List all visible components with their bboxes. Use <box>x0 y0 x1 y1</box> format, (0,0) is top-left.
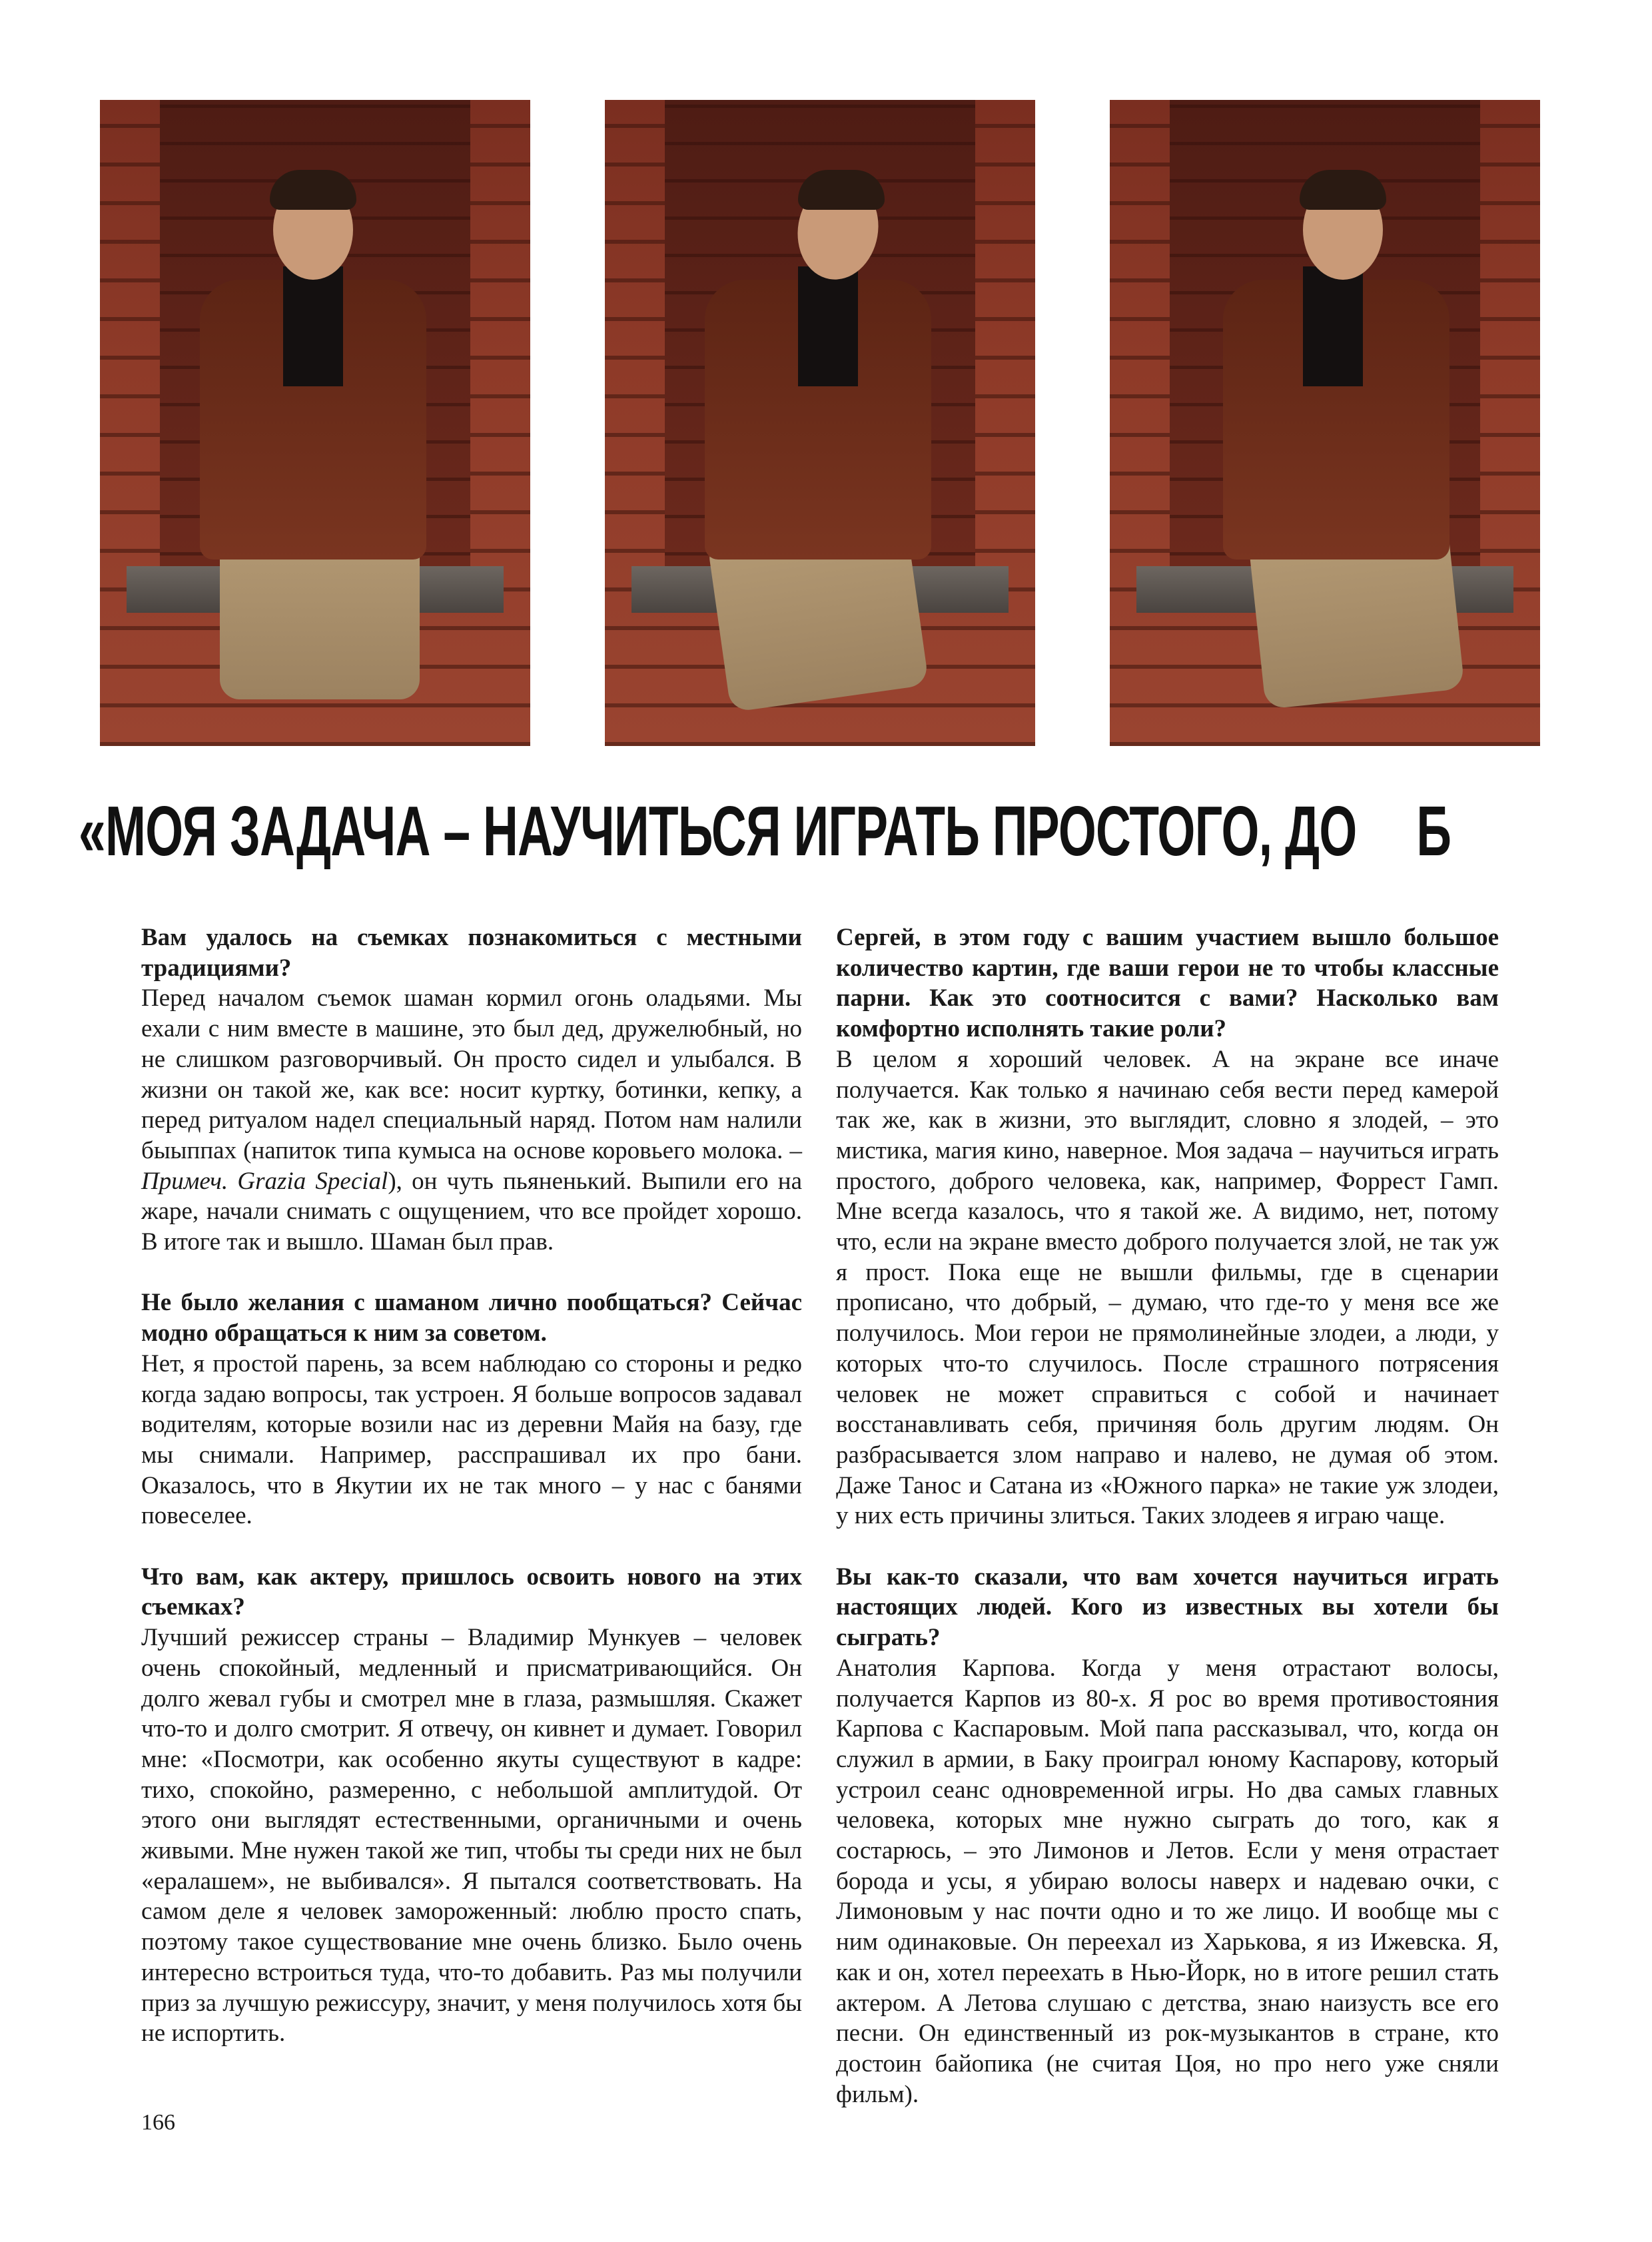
question: Не было желания с шаманом лично пообщаться? Сейчас модно обращаться к ним за советом. <box>141 1289 802 1347</box>
qa-block <box>141 1288 802 1531</box>
right-column <box>836 923 1499 2140</box>
question: Сергей, в этом году с вашим участием вышло большое количество картин, где ваши герои не то чтобы классные парни. Как это соотносится с вами? Насколько вам комфортно исполнять такие роли? <box>836 924 1499 1043</box>
page-number: 166 <box>141 2110 175 2135</box>
headline-continuation: Б <box>1416 792 1451 871</box>
answer: Лучший режиссер страны – Владимир Мункуев – человек очень спокойный, медленный и присматривающийся. Он долго жевал губы и смотрел мне в глаза, размышляя. Скажет что-то и долго смотрит. Я отвечу, он кивнет и думает. Говорил мне: «Посмотри, как особенно якуты существуют в кадре: тихо, спокойно, размеренно, с небольшой амплитудой. От этого они выглядят естественными, органичными и очень живыми. Мне нужен такой же тип, чтобы ты среди них не был «ералашем», не выбивался». Я пытался соответствовать. На самом деле я человек замороженный: люблю просто спать, поэтому такое существование мне очень близко. Было очень интересно встроиться туда, что-то добавить. Раз мы получили приз за лучшую режиссуру, значит, у меня получилось хотя бы не испортить. <box>141 1624 802 2048</box>
qa-block <box>141 923 802 1258</box>
photo-portrait-looking-aside <box>1110 100 1540 746</box>
photo-portrait-smiling <box>100 100 530 746</box>
question: Что вам, как актеру, пришлось освоить нового на этих съемках? <box>141 1563 802 1621</box>
qa-block <box>836 923 1499 1531</box>
answer: В целом я хороший человек. А на экране все иначе получается. Как только я начинаю себя вести перед камерой так же, как в жизни, это выглядит, словно я злодей, – это мистика, магия кино, наверное. Моя задача – научиться играть простого, доброго человека, как, например, Форрест Гамп. Мне всегда казалось, что я такой же. А видимо, нет, потому что, если на экране вместо доброго получается злой, не так уж я прост. Пока еще не вышли фильмы, где в сценарии прописано, что добрый, – думаю, что где-то у меня все же получилось. Мои герои не прямолинейные злодеи, а люди, у которых что-то случилось. После страшного потрясения человек не может справиться с собой и начинает восстанавливать себя, причиняя боль другим людям. Он разбрасывается злом направо и налево, не думая об этом. Даже Танос и Сатана из «Южного парка» не такие уж злодеи, у них есть причины злиться. Таких злодеев я играю чаще. <box>836 1045 1499 1530</box>
headline-text: «МОЯ ЗАДАЧА – НАУЧИТЬСЯ ИГРАТЬ ПРОСТОГО, ДО <box>79 792 1357 871</box>
answer: Перед началом съемок шаман кормил огонь оладьями. Мы ехали с ним вместе в машине, это был дед, дружелюбный, но не слишком разговорчивый. Он просто сидел и улыбался. В жизни он такой же, как все: носит куртку, ботинки, кепку, а перед ритуалом надел специальный наряд. Потом нам налили быыппах (напиток типа кумыса на основе коровьего молока. – <box>141 984 802 1164</box>
qa-block <box>836 1562 1499 2110</box>
question: Вы как-то сказали, что вам хочется научиться играть настоящих людей. Кого из известных вы хотели бы сыграть? <box>836 1563 1499 1652</box>
answer-cont: ), он чуть пьяненький. Выпили его на жаре, начали снимать с ощущением, что все пройдет хорошо. В итоге так и вышло. Шаман был прав. <box>141 1167 802 1256</box>
answer: Нет, я простой парень, за всем наблюдаю со стороны и редко когда задаю вопросы, так устроен. Я больше вопросов задавал водителям, которые возили нас из деревни Майя на базу, где мы снимали. Например, расспрашивал их про бани. Оказалось, что в Якутии их не так много – у нас с банями повеселее. <box>141 1349 802 1530</box>
editor-note: Примеч. Grazia Special <box>141 1167 388 1195</box>
left-column <box>141 923 802 2079</box>
answer: Анатолия Карпова. Когда у меня отрастают волосы, получается Карпов из 80-х. Я рос во время противостояния Карпова с Каспаровым. Мой папа рассказывал, что, когда он служил в армии, в Баку проиграл юному Каспарову, который устроил сеанс одновременной игры. Но два самых главных человека, которых мне нужно сыграть до того, как я состарюсь, – это Лимонов и Летов. Если у меня отрастает борода и усы, я убираю волосы наверх и надеваю очки, с Лимоновым у нас почти одно и то же лицо. И вообще мы с ним одинаковые. Он переехал из Харькова, я из Ижевска. Я, как и он, хотел переехать в Нью-Йорк, но в итоге решил стать актером. А Летова слушаю с детства, знаю наизусть все его песни. Он единственный из рок-музыкантов в стране, кто достоин байопика (не считая Цоя, но про него уже сняли фильм). <box>836 1654 1499 2108</box>
pull-quote-headline <box>79 792 1451 871</box>
question: Вам удалось на съемках познакомиться с местными традициями? <box>141 924 802 982</box>
qa-block <box>141 1562 802 2049</box>
photo-portrait-laughing <box>605 100 1035 746</box>
